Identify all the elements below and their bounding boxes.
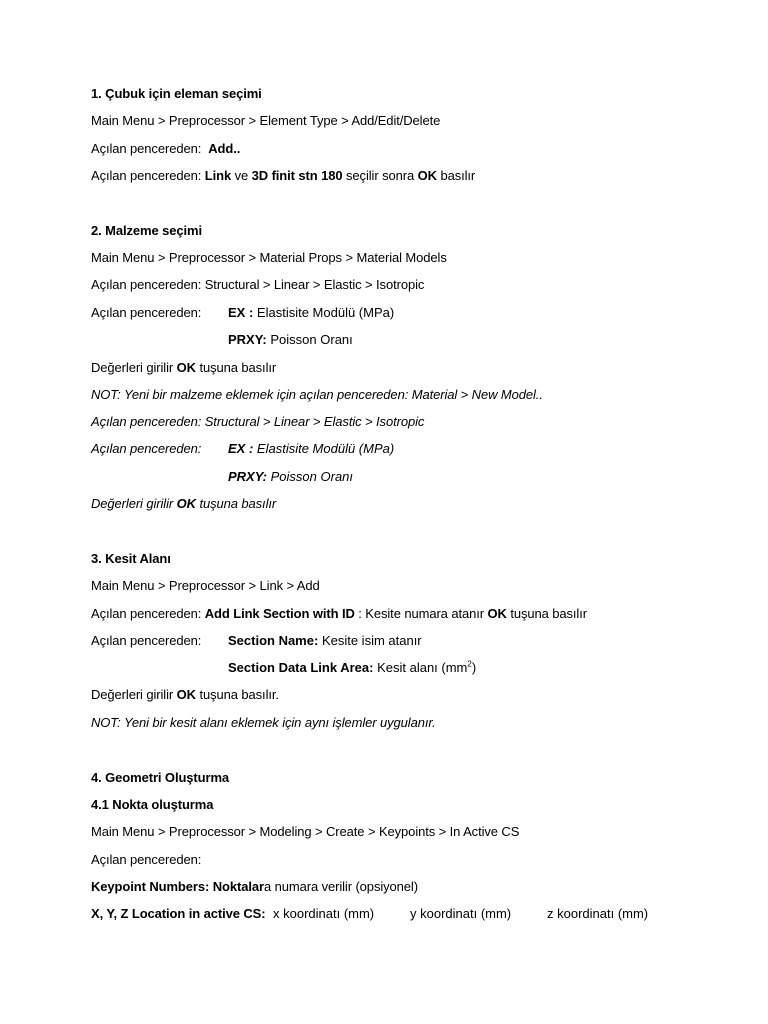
s2-note: NOT: Yeni bir malzeme eklemek için açılan pencereden: Material > New Model.. xyxy=(91,387,543,402)
section-3-heading: 3. Kesit Alanı xyxy=(91,551,171,566)
s2-prefix: Açılan pencereden: xyxy=(91,305,202,320)
s2-values-text-1: Değerleri girilir xyxy=(91,360,174,375)
s3-values-line xyxy=(91,687,279,703)
s4-xyz-label: X, Y, Z Location in active CS: xyxy=(91,906,266,921)
s2-ex-field xyxy=(228,305,394,321)
s1-element-label: 3D finit stn 180 xyxy=(251,168,343,183)
s3-menu-path: Main Menu > Preprocessor > Link > Add xyxy=(91,578,320,593)
s1-text-1: ve xyxy=(234,168,249,183)
section-4-1-heading: 4.1 Nokta oluşturma xyxy=(91,797,214,812)
s3-id-text-2: tuşuna basılır xyxy=(510,606,587,621)
s4-z-coordinate: z koordinatı (mm) xyxy=(547,906,649,921)
s2-note-ex-text: Elastisite Modülü (MPa) xyxy=(256,441,395,456)
s3-section-name-label: Section Name: xyxy=(228,633,319,648)
s2-prxy-field xyxy=(228,332,353,348)
s1-menu-path: Main Menu > Preprocessor > Element Type > Add/Edit/Delete xyxy=(91,113,441,128)
s4-prefix-line: Açılan pencereden: xyxy=(91,852,202,867)
s2-note-prxy-text: Poisson Oranı xyxy=(270,469,354,484)
s2-structural-line: Açılan pencereden: Structural > Linear > Elastic > Isotropic xyxy=(91,277,425,292)
s4-y-coordinate: y koordinatı (mm) xyxy=(410,906,512,921)
s2-note-values-text-2: tuşuna basılır xyxy=(199,496,277,511)
section-4-heading: 4. Geometri Oluşturma xyxy=(91,770,230,785)
s4-keypoint-line xyxy=(91,879,418,895)
s3-section-area-field xyxy=(228,660,476,676)
s3-values-ok-label: OK xyxy=(176,687,196,702)
s3-prefix-2: Açılan pencereden: xyxy=(91,633,202,648)
s2-ex-line xyxy=(91,305,201,321)
s2-values-text-2: tuşuna basılır xyxy=(199,360,277,375)
s3-section-area-text: Kesit alanı (mm xyxy=(377,660,468,675)
s2-note-values-line xyxy=(91,496,276,512)
s2-note-prxy-field xyxy=(228,469,353,485)
s2-ok-label: OK xyxy=(176,360,196,375)
s1-select-line xyxy=(91,168,475,184)
s2-note-structural-line: Açılan pencereden: Structural > Linear > Elastic > Isotropic xyxy=(91,414,425,429)
s2-menu-path: Main Menu > Preprocessor > Material Props > Material Models xyxy=(91,250,447,265)
s2-ex-text: Elastisite Modülü (MPa) xyxy=(256,305,395,320)
s3-section-name-field xyxy=(228,633,422,649)
s3-note: NOT: Yeni bir kesit alanı eklemek için aynı işlemler uygulanır. xyxy=(91,715,436,730)
s2-note-values-text-1: Değerleri girilir xyxy=(91,496,174,511)
s1-add-line xyxy=(91,141,240,157)
s4-menu-path: Main Menu > Preprocessor > Modeling > Create > Keypoints > In Active CS xyxy=(91,824,520,839)
s1-text-3: basılır xyxy=(440,168,476,183)
s4-keypoint-text: a numara verilir (opsiyonel) xyxy=(263,879,418,894)
s3-values-text-1: Değerleri girilir xyxy=(91,687,174,702)
s3-id-text: : Kesite numara atanır xyxy=(358,606,484,621)
s2-note-ex-label: EX : xyxy=(228,441,254,456)
s4-keypoint-label: Keypoint Numbers: xyxy=(91,879,210,894)
s4-x-coordinate: x koordinatı (mm) xyxy=(273,906,375,921)
s3-ok-label: OK xyxy=(487,606,507,621)
s4-noktalar-label: Noktalar xyxy=(212,879,264,894)
s2-note-ex-field xyxy=(228,441,394,457)
s2-prxy-text: Poisson Oranı xyxy=(270,332,353,347)
s3-prefix: Açılan pencereden: xyxy=(91,606,202,621)
s2-values-line xyxy=(91,360,276,376)
s3-name-line xyxy=(91,633,201,649)
s2-note-prxy-label: PRXY: xyxy=(228,469,268,484)
s1-link-label: Link xyxy=(204,168,232,183)
s3-section-name-text: Kesite isim atanır xyxy=(321,633,422,648)
s1-prefix: Açılan pencereden: xyxy=(91,141,202,156)
s1-add-label: Add.. xyxy=(208,141,241,156)
s2-prxy-label: PRXY: xyxy=(228,332,267,347)
s3-area-exponent: 2 xyxy=(467,659,472,669)
s3-values-text-2: tuşuna basılır. xyxy=(199,687,279,702)
s2-ex-label: EX : xyxy=(228,305,254,320)
section-2-heading: 2. Malzeme seçimi xyxy=(91,223,203,238)
s2-note-ex-line xyxy=(91,441,201,457)
s2-note-prefix: Açılan pencereden: xyxy=(91,441,202,456)
s3-area-close: ) xyxy=(471,660,477,675)
s1-text-2: seçilir sonra xyxy=(346,168,415,183)
s3-section-area-label: Section Data Link Area: xyxy=(228,660,374,675)
s1-prefix-2: Açılan pencereden: xyxy=(91,168,202,183)
s1-ok-label: OK xyxy=(417,168,437,183)
s2-note-ok-label: OK xyxy=(176,496,196,511)
s3-add-link-label: Add Link Section with ID xyxy=(204,606,355,621)
section-1-heading: 1. Çubuk için eleman seçimi xyxy=(91,86,262,101)
s3-id-line xyxy=(91,606,587,622)
